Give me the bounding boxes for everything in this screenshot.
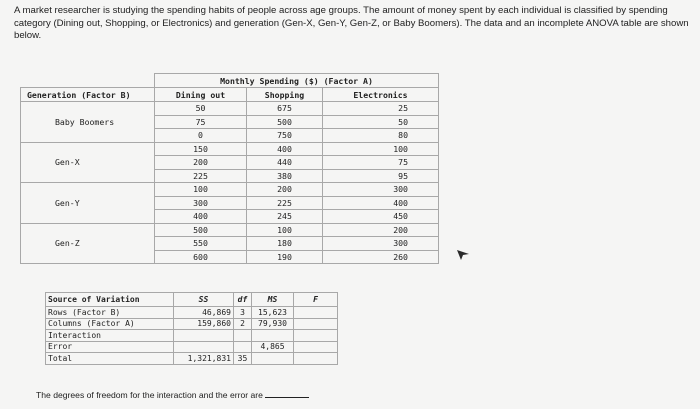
data-cell: 95: [323, 169, 439, 183]
anova-table: [45, 292, 338, 365]
column-header-electronics: Electronics: [323, 88, 439, 102]
data-cell: 675: [247, 102, 323, 116]
generation-label: Baby Boomers: [21, 102, 155, 143]
data-cell: 600: [155, 250, 247, 264]
data-cell: 80: [323, 129, 439, 143]
data-cell: 190: [247, 250, 323, 264]
problem-intro: A market researcher is studying the spending habits of people across age groups. The amount of money spent by each individual is classified by spending category (Dining out, Shopping, or Electronics) and generation (Gen-X, Gen-Y, Gen-Z, or Baby Boomers). The data and an incomplete ANOVA table are shown below.: [14, 5, 689, 42]
generation-label: Gen-Z: [21, 223, 155, 264]
data-cell: 500: [247, 115, 323, 129]
anova-cell-df: 3: [234, 307, 252, 319]
data-cell: 100: [155, 183, 247, 197]
data-cell: 50: [323, 115, 439, 129]
anova-cell-ms: [252, 330, 294, 342]
data-cell: 75: [155, 115, 247, 129]
data-cell: 200: [323, 223, 439, 237]
data-cell: 180: [247, 237, 323, 251]
anova-cell-source: Error: [46, 341, 174, 353]
column-header-shopping: Shopping: [247, 88, 323, 102]
anova-header-source: Source of Variation: [46, 293, 174, 307]
data-cell: 200: [247, 183, 323, 197]
anova-cell-source: Rows (Factor B): [46, 307, 174, 319]
anova-cell-f: [294, 318, 338, 330]
data-cell: 300: [323, 237, 439, 251]
anova-cell-f: [294, 330, 338, 342]
anova-row: [46, 341, 338, 353]
anova-cell-f: [294, 307, 338, 319]
anova-cell-source: Total: [46, 353, 174, 365]
data-cell: 225: [155, 169, 247, 183]
anova-cell-source: Interaction: [46, 330, 174, 342]
anova-cell-ms: [252, 353, 294, 365]
data-cell: 750: [247, 129, 323, 143]
anova-cell-ms: 15,623: [252, 307, 294, 319]
anova-row: [46, 318, 338, 330]
data-cell: 400: [323, 196, 439, 210]
spending-data-table: [20, 73, 439, 264]
factor-b-header: Generation (Factor B): [21, 88, 155, 102]
data-cell: 0: [155, 129, 247, 143]
generation-label: Gen-Y: [21, 183, 155, 224]
anova-cell-df: 2: [234, 318, 252, 330]
data-cell: 550: [155, 237, 247, 251]
data-cell: 100: [247, 223, 323, 237]
anova-cell-ms: 4,865: [252, 341, 294, 353]
data-cell: 50: [155, 102, 247, 116]
anova-cell-df: [234, 341, 252, 353]
data-cell: 245: [247, 210, 323, 224]
data-cell: 260: [323, 250, 439, 264]
generation-label: Gen-X: [21, 142, 155, 183]
column-header-dining: Dining out: [155, 88, 247, 102]
anova-cell-ss: 159,860: [174, 318, 234, 330]
data-cell: 450: [323, 210, 439, 224]
anova-header-df: df: [234, 293, 252, 307]
data-cell: 200: [155, 156, 247, 170]
anova-header-ms: MS: [252, 293, 294, 307]
anova-cell-source: Columns (Factor A): [46, 318, 174, 330]
anova-row: [46, 330, 338, 342]
data-cell: 150: [155, 142, 247, 156]
data-cell: 100: [323, 142, 439, 156]
anova-row: [46, 307, 338, 319]
answer-blank[interactable]: [265, 389, 309, 398]
anova-row: [46, 353, 338, 365]
data-cell: 500: [155, 223, 247, 237]
anova-header-f: F: [294, 293, 338, 307]
anova-cell-ss: 46,869: [174, 307, 234, 319]
anova-cell-ss: [174, 341, 234, 353]
anova-cell-ss: 1,321,831: [174, 353, 234, 365]
data-cell: 300: [155, 196, 247, 210]
anova-cell-df: [234, 330, 252, 342]
anova-cell-df: 35: [234, 353, 252, 365]
data-cell: 225: [247, 196, 323, 210]
cursor-arrow-icon: [457, 250, 469, 260]
anova-cell-ms: 79,930: [252, 318, 294, 330]
anova-header-ss: SS: [174, 293, 234, 307]
data-cell: 400: [155, 210, 247, 224]
anova-cell-ss: [174, 330, 234, 342]
data-cell: 300: [323, 183, 439, 197]
data-cell: 380: [247, 169, 323, 183]
question-text: The degrees of freedom for the interaction and the error are: [36, 389, 309, 400]
factor-a-header: Monthly Spending ($) (Factor A): [155, 74, 439, 88]
data-cell: 75: [323, 156, 439, 170]
data-cell: 400: [247, 142, 323, 156]
anova-cell-f: [294, 341, 338, 353]
data-cell: 25: [323, 102, 439, 116]
data-cell: 440: [247, 156, 323, 170]
anova-cell-f: [294, 353, 338, 365]
